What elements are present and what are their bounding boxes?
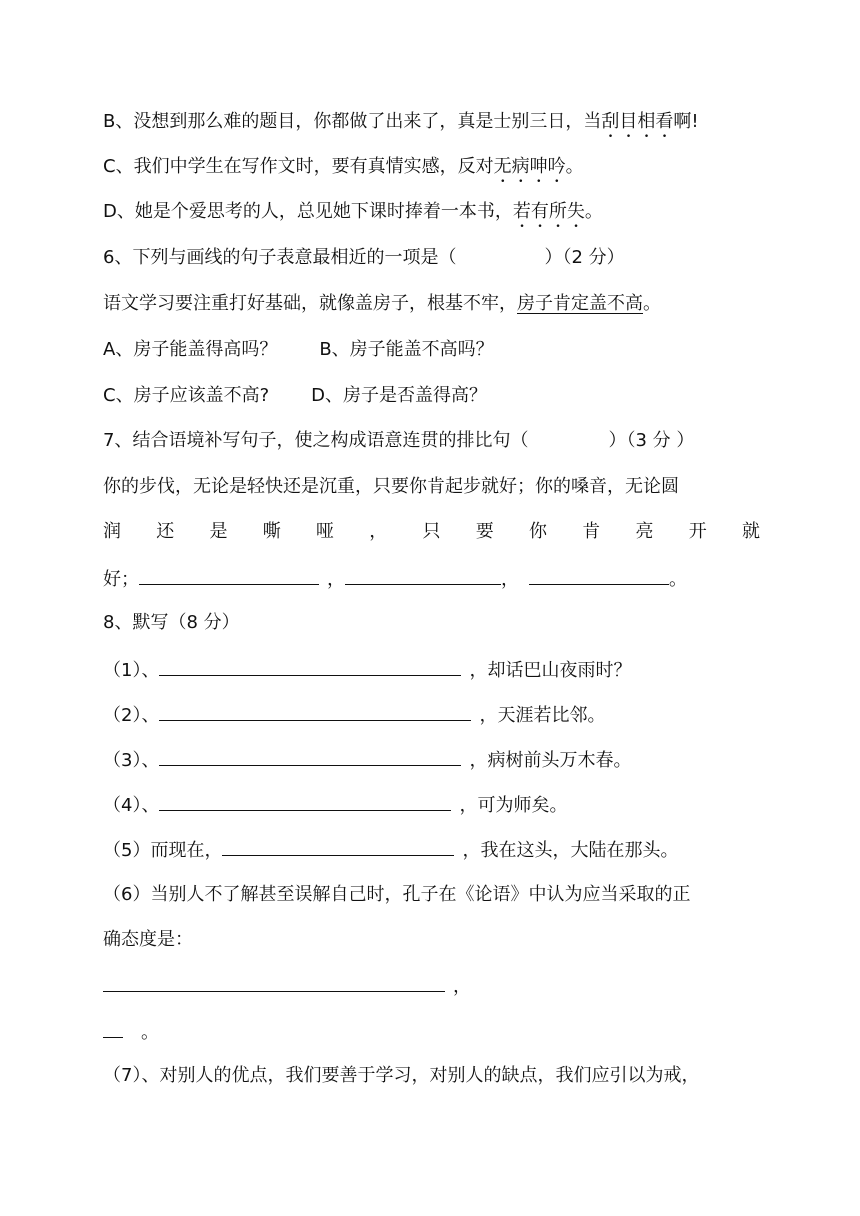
question-7-line-1: 你的步伐，无论是轻快还是沉重，只要你肯起步就好；你的嗓音，无论圆	[103, 476, 679, 497]
fill-blank-3[interactable]	[529, 562, 669, 585]
option-c-end: 。	[565, 156, 584, 177]
item-text: ，可为师矣。	[459, 795, 568, 816]
comma: ，	[453, 976, 471, 997]
item-label: （3）、	[103, 750, 160, 771]
recite-6-line-1: （6）当别人不了解甚至误解自己时，孔子在《论语》中认为应当采取的正	[103, 884, 691, 905]
char: 嘶	[262, 521, 281, 542]
char: 亮	[635, 521, 654, 542]
item-label: （2）、	[103, 705, 160, 726]
question-6	[103, 242, 763, 274]
recite-blank-6b[interactable]	[103, 1015, 123, 1038]
option-c-dotted-phrase: 无病呻吟	[493, 156, 566, 177]
question-6-sentence	[103, 288, 763, 320]
option-c-text: C、我们中学生在写作文时，要有真情实感，反对	[103, 156, 494, 177]
item-text: ，天涯若比邻。	[479, 705, 606, 726]
char: 你	[529, 521, 547, 542]
option-d	[103, 196, 763, 228]
underlined-sentence: 房子肯定盖不高	[517, 293, 643, 314]
option-b-text: B、没想到那么难的题目，你都做了出来了，真是士别三日，当	[103, 111, 602, 132]
option-c2: C、房子应该盖不高?	[103, 385, 270, 406]
option-d-text: D、她是个爱思考的人，总见她下课时捧着一本书，	[103, 201, 513, 222]
recite-blank-5[interactable]	[222, 833, 454, 856]
comma: ，	[327, 569, 345, 590]
char: 润	[103, 521, 121, 542]
recite-3	[103, 743, 763, 775]
option-d-end: 。	[584, 201, 603, 222]
option-b-dotted-phrase: 刮目相看	[601, 111, 674, 132]
recite-blank-4[interactable]	[159, 788, 451, 811]
comma: ，	[501, 569, 519, 590]
char: 要	[475, 521, 494, 542]
char: 肯	[582, 521, 601, 542]
recite-7: （7）、对别人的优点，我们要善于学习，对别人的缺点，我们应引以为戒，	[103, 1065, 700, 1086]
question-6-stem: 6、下列与画线的句子表意最相近的一项是（	[103, 247, 457, 268]
char: ，	[369, 521, 388, 542]
option-d-dotted-phrase: 若有所失	[512, 201, 585, 222]
period: 。	[669, 569, 687, 590]
char: 哑	[316, 521, 334, 542]
sentence-end: 。	[643, 293, 661, 314]
fill-blank-1[interactable]	[139, 562, 319, 585]
item-text: ，病树前头万木春。	[469, 750, 632, 771]
question-6-options-cd	[103, 380, 763, 412]
item-label: （5）而现在，	[103, 840, 223, 861]
recite-1	[103, 653, 763, 685]
recite-4	[103, 788, 763, 820]
recite-blank-1[interactable]	[159, 653, 461, 676]
sentence-text: 语文学习要注重打好基础，就像盖房子，根基不牢，	[103, 293, 517, 314]
period: 。	[141, 1022, 159, 1043]
option-a: A、房子能盖得高吗？	[103, 339, 278, 360]
option-c	[103, 151, 763, 183]
char: 还	[156, 521, 175, 542]
question-7-stem: 7、结合语境补写句子，使之构成语意连贯的排比句（	[103, 430, 529, 451]
recite-6-line-2: 确态度是：	[103, 929, 193, 950]
char: 只	[422, 521, 441, 542]
item-text: ，我在这头，大陆在那头。	[462, 840, 679, 861]
question-7	[103, 425, 763, 457]
recite-6-line-4	[103, 1015, 763, 1047]
question-7-line-3	[103, 562, 763, 594]
item-text: ，却话巴山夜雨时？	[469, 660, 632, 681]
recite-blank-6a[interactable]	[103, 969, 445, 992]
recite-6-line-3	[103, 969, 763, 1001]
question-7-score: ）（3 分 ）	[608, 430, 695, 451]
option-b	[103, 106, 763, 138]
recite-2	[103, 698, 763, 730]
item-label: （4）、	[103, 795, 160, 816]
char: 是	[209, 521, 228, 542]
char: 就	[742, 521, 760, 542]
question-6-options-ab	[103, 334, 763, 366]
option-b-end: 啊!	[673, 111, 699, 132]
char: 开	[688, 521, 707, 542]
recite-blank-2[interactable]	[159, 698, 471, 721]
item-label: （1）、	[103, 660, 160, 681]
question-8: 8、默写（8 分）	[103, 612, 240, 633]
question-7-line-2	[103, 516, 760, 548]
line-start: 好；	[103, 569, 139, 590]
option-d2: D、房子是否盖得高？	[311, 385, 487, 406]
recite-5	[103, 833, 763, 865]
recite-blank-3[interactable]	[159, 743, 461, 766]
question-6-score: ）（2 分）	[544, 247, 625, 268]
option-b2: B、房子能盖不高吗？	[319, 339, 494, 360]
fill-blank-2[interactable]	[345, 562, 501, 585]
